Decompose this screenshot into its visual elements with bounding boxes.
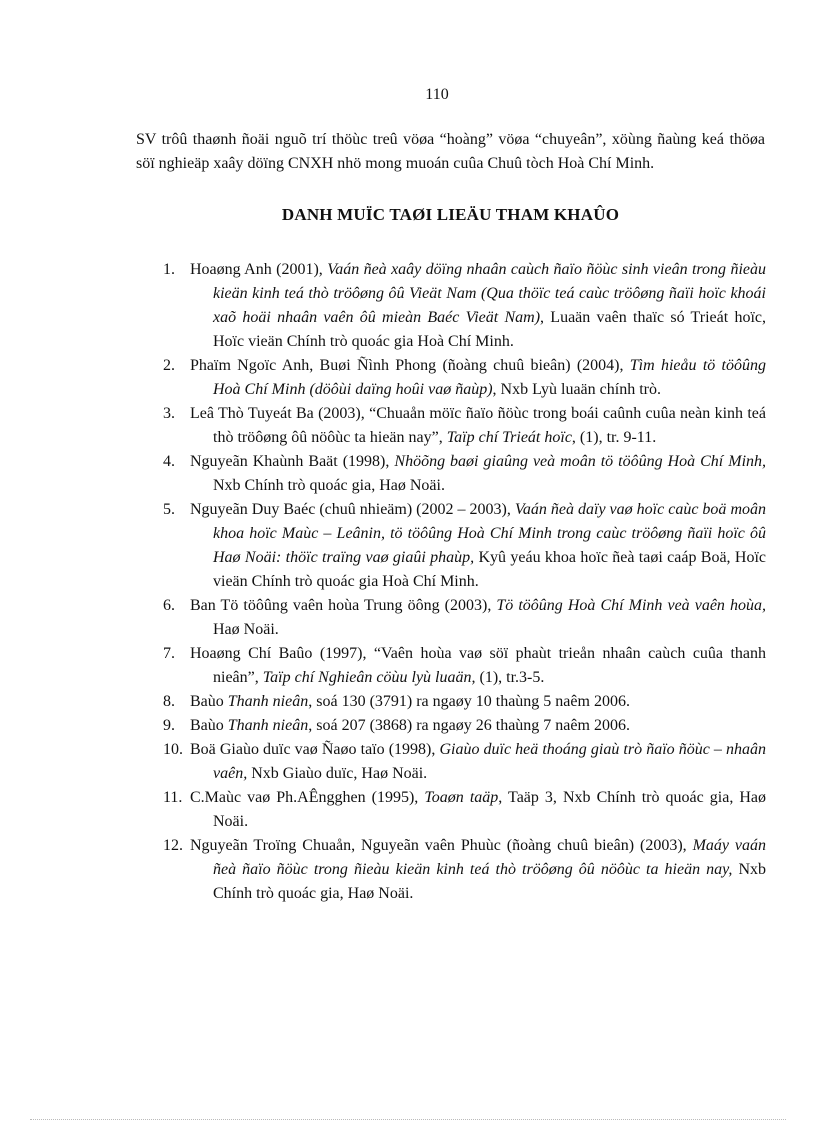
- intro-paragraph: SV trôû thaønh ñoäi nguõ trí thöùc treû vöøa “hoàng” vöøa “chuyeân”, xöùng ñaùng keá thöøa söï nghieäp xaây döïng CNXH nhö mong muoán cuûa Chuû tòch Hoà Chí Minh.: [136, 131, 765, 172]
- reference-title: Nhöõng baøi giaûng veà moân tö töôûng Hoà Chí Minh,: [394, 453, 767, 470]
- reference-publisher: , Luaän vaên thaïc só Trieát hoïc, Hoïc vieän Chính trò quoác gia Hoà Chí Minh.: [213, 309, 766, 350]
- reference-author-year: Baùo: [190, 693, 228, 710]
- reference-publisher: , Taäp 3, Nxb Chính trò quoác gia, Haø Noäi.: [213, 789, 767, 830]
- reference-author-year: Boä Giaùo duïc vaø Ñaøo taïo (1998),: [190, 741, 440, 758]
- reference-publisher: , Nxb Lyù luaän chính trò.: [492, 381, 661, 398]
- reference-item: [136, 594, 766, 642]
- reference-title: Tìm hieåu tö töôûng Hoà Chí Minh (döôùi daïng hoûi vaø ñaùp): [213, 357, 766, 398]
- reference-number: 3.: [163, 405, 175, 422]
- reference-number: 1.: [163, 261, 175, 278]
- reference-number: 4.: [163, 453, 175, 470]
- reference-publisher: Nxb Giaùo duïc, Haø Noäi.: [247, 765, 428, 782]
- reference-title: Taïp chí Nghieân cöùu lyù luaän,: [262, 669, 476, 686]
- reference-item: [136, 714, 766, 738]
- reference-item: [136, 738, 766, 786]
- reference-title: Thanh nieân: [227, 693, 309, 710]
- reference-item: [136, 354, 766, 402]
- reference-item: [136, 498, 766, 594]
- reference-author-year: Hoaøng Anh (2001),: [190, 261, 328, 278]
- reference-number: 5.: [163, 501, 175, 518]
- page-bottom-border: [30, 1119, 786, 1120]
- reference-title: Taïp chí Trieát hoïc: [446, 429, 572, 446]
- reference-author-year: C.Maùc vaø Ph.AÊngghen (1995),: [190, 789, 425, 806]
- reference-publisher: , (1), tr. 9-11.: [571, 429, 657, 446]
- references-heading: DANH MUÏC TAØI LIEÄU THAM KHAÛO: [281, 205, 620, 224]
- reference-item: [136, 786, 766, 834]
- reference-author-year: Ban Tö töôûng vaên hoùa Trung öông (2003),: [190, 597, 497, 614]
- reference-publisher: , soá 130 (3791) ra ngaøy 10 thaùng 5 naêm 2006.: [308, 693, 630, 710]
- reference-author-year: Nguyeãn Troïng Chuaån, Nguyeãn vaên Phuùc (ñoàng chuû bieân) (2003),: [190, 837, 693, 854]
- reference-item: [136, 834, 766, 906]
- reference-item: [136, 402, 766, 450]
- reference-item: [136, 642, 766, 690]
- reference-publisher: (1), tr.3-5.: [475, 669, 545, 686]
- reference-item: [136, 258, 766, 354]
- reference-number: 12.: [163, 837, 183, 854]
- reference-number: 2.: [163, 357, 175, 374]
- reference-number: 10.: [163, 741, 183, 758]
- reference-publisher: , soá 207 (3868) ra ngaøy 26 thaùng 7 naêm 2006.: [308, 717, 630, 734]
- reference-title: Tö töôûng Hoà Chí Minh veà vaên hoùa,: [496, 597, 766, 614]
- reference-author-year: Nguyeãn Khaùnh Baät (1998),: [190, 453, 395, 470]
- reference-number: 8.: [163, 693, 175, 710]
- reference-title: Maáy vaán ñeà ñaïo ñöùc trong ñieàu kieän kinh teá thò tröôøng ôû nöôùc ta hieän nay,: [213, 837, 767, 878]
- reference-number: 6.: [163, 597, 175, 614]
- reference-publisher: Nxb Chính trò quoác gia, Haø Noäi.: [213, 477, 445, 494]
- reference-number: 11.: [163, 789, 183, 806]
- reference-author-year: Hoaøng Chí Baûo (1997), “Vaên hoùa vaø söï phaùt trieån nhaân caùch cuûa thanh nieân”,: [190, 645, 766, 686]
- reference-number: 7.: [163, 645, 175, 662]
- reference-item: [136, 690, 766, 714]
- reference-title: Toaøn taäp: [424, 789, 499, 806]
- reference-author-year: Phaïm Ngoïc Anh, Buøi Ñình Phong (ñoàng chuû bieân) (2004),: [190, 357, 630, 374]
- reference-publisher: Nxb Chính trò quoác gia, Haø Noäi.: [213, 861, 766, 902]
- reference-publisher: Kyû yeáu khoa hoïc ñeà taøi caáp Boä, Hoïc vieän Chính trò quoác gia Hoà Chí Minh.: [213, 549, 767, 590]
- reference-publisher: Haø Noäi.: [213, 621, 279, 638]
- reference-author-year: Leâ Thò Tuyeát Ba (2003), “Chuaån möïc ñaïo ñöùc trong boái caûnh cuûa neàn kinh teá thò tröôøng ôû nöôùc ta hieän nay”,: [190, 405, 766, 446]
- reference-title: Giaùo duïc heä thoáng giaù trò ñaïo ñöùc – nhaân vaên,: [213, 741, 767, 782]
- reference-title: Vaán ñeà daïy vaø hoïc caùc boä moân khoa hoïc Maùc – Leânin, tö töôûng Hoà Chí Minh trong caùc tröôøng ñaïi hoïc ôû Haø Noäi: thöïc traïng vaø giaûi phaùp,: [213, 501, 766, 566]
- reference-author-year: Baùo: [190, 717, 228, 734]
- reference-item: [136, 450, 766, 498]
- reference-author-year: Nguyeãn Duy Baéc (chuû nhieäm) (2002 – 2003),: [190, 501, 515, 518]
- reference-list: [136, 258, 766, 906]
- reference-number: 9.: [163, 717, 175, 734]
- reference-title: Thanh nieân: [227, 717, 309, 734]
- page-number: 110: [425, 86, 449, 103]
- reference-title: Vaán ñeà xaây döïng nhaân caùch ñaïo ñöùc sinh vieân trong ñieàu kieän kinh teá thò tröôøng ôû Vieät Nam (Qua thöïc teá caùc tröôøng ñaïi hoïc khoái xaõ hoäi nhaân vaên ôû mieàn Baéc Vieät Nam): [213, 261, 767, 326]
